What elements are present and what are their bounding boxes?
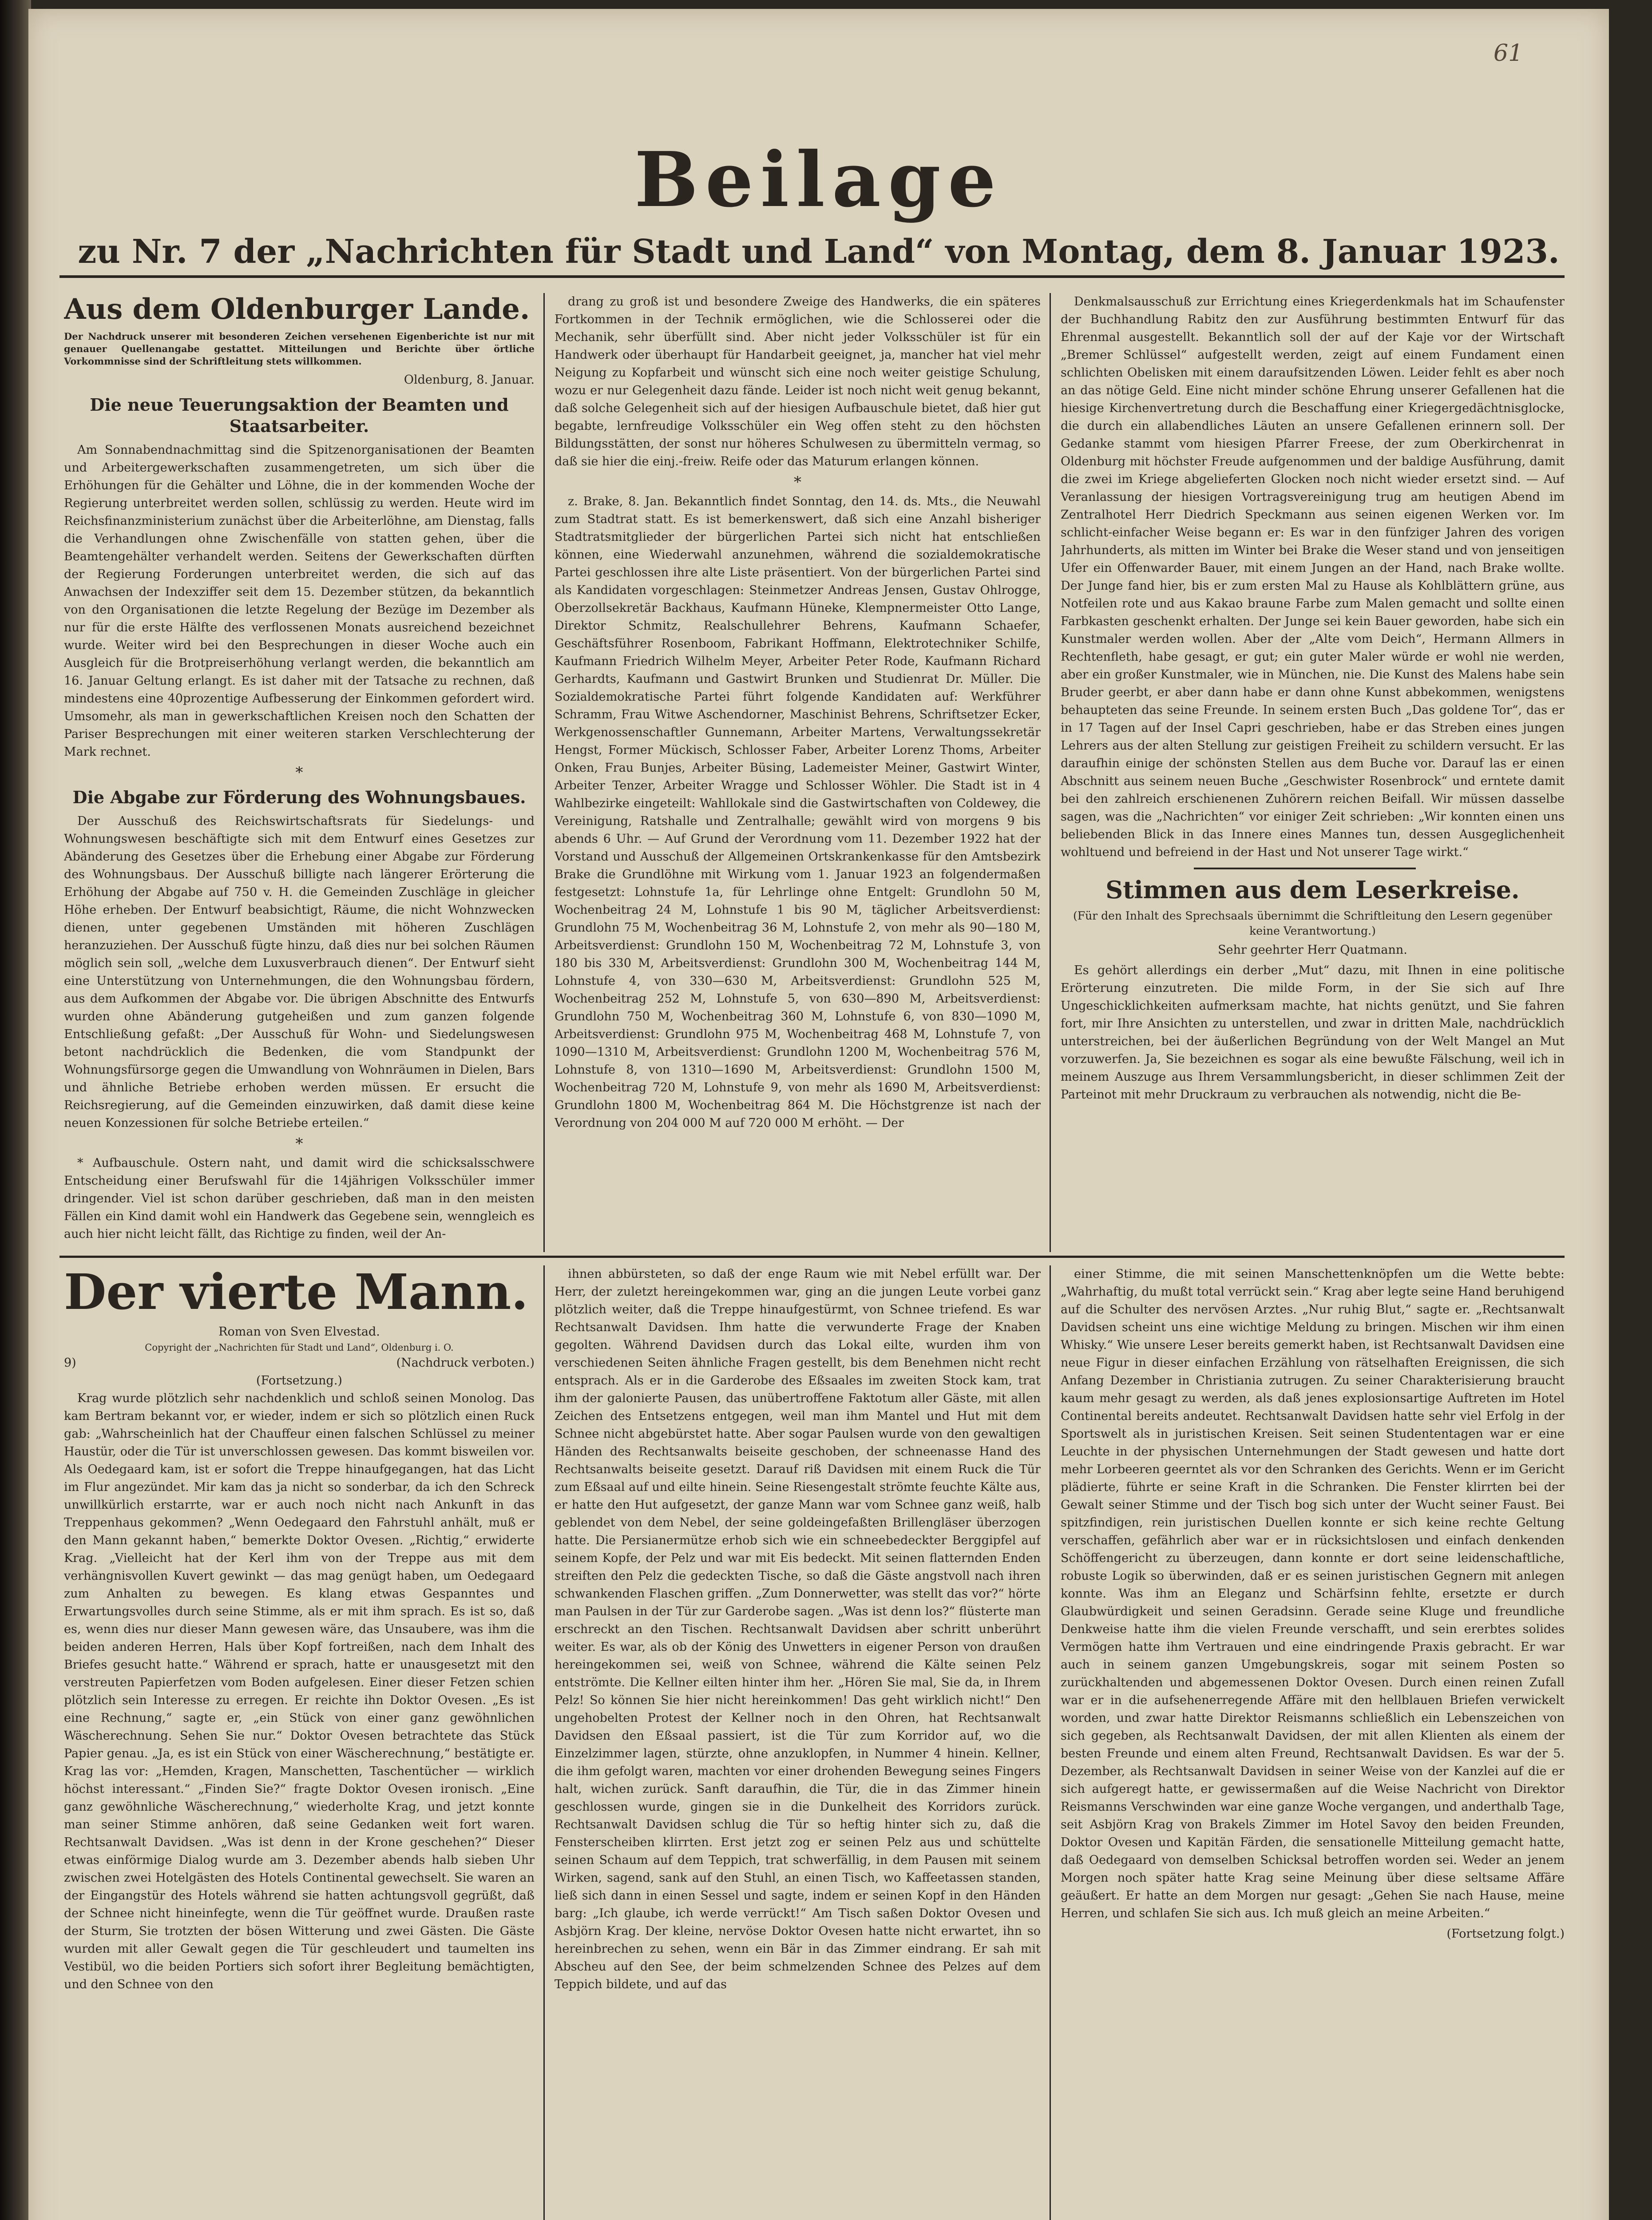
- column-rule-4: [1050, 1265, 1051, 2220]
- editorial-disclaimer: (Für den Inhalt des Sprechsaals übernimmt die Schriftleitung den Lesern gegenüber keine Verantwortung.): [1073, 909, 1552, 937]
- novel-column-3: [1061, 1265, 1565, 2220]
- separator-star: *: [794, 473, 801, 491]
- novel-text-2: ihnen abbürsteten, so daß der enge Raum wie mit Nebel erfüllt war. Der Herr, der zuletzt hereingekommen war, ging an die jungen Leute vorbei ganz plötzlich weiter, daß die Treppe hinaufgestürmt, von Schnee triefend. Es war Rechtsanwalt Davidsen. Ihm hatte die verwunderte Frage der Knaben gegolten. Während Davidsen durch das Lokal eilte, wurden ihm von verschiedenen Seiten ähnliche Fragen gestellt, bis dem Benehmen nicht recht entsprach. Als er in die Garderobe des Eßsaales im zweiten Stock kam, trat ihm der galonierte Pausen, das unübertroffene Faktotum aller Gäste, mit allen Zeichen des Entsetzens entgegen, weil man ihm Mantel und Hut mit dem Schnee nicht abgebürstet hatte. Aber sogar Paulsen wurde von den gewaltigen Händen des Rechtsanwalts beiseite geschoben, der schneenasse Hand des Rechtsanwalts beiseite gesetzt. Darauf riß Davidsen mit einem Ruck die Tür zum Eßsaal auf und eilte hinein. Seine Riesengestalt strömte feuchte Kälte aus, er hatte den Hut aufgesetzt, der ganze Mann war vom Schnee ganz weiß, halb geblendet von dem Nebel, der seine goldeingefaßten Brillengläser überzogen hatte. Die Persianermütze erhob sich wie ein schneebedeckter Berggipfel auf seinem Kopfe, der Pelz und war mit Eis bedeckt. Mit seinen flatternden Enden streiften den Pelz die gedeckten Tische, so daß die Gäste angstvoll nach ihren schwankenden Flaschen griffen. „Zum Donnerwetter, was stellt das vor?“ hörte man Paulsen in der Tür zur Garderobe sagen. „Was ist denn los?“ flüsterte man erschreckt an den Tischen. Rechtsanwalt Davidsen aber schritt unberührt weiter. Es war, als ob der König des Unwetters in eigener Person von draußen hereingekommen sei, weiß von Schnee, während die Kälte seinen Pelz entströmte. Die Kellner eilten hinter ihm her. „Hören Sie mal, Sie da, in Ihrem Pelz! So können Sie hier nicht hereinkommen! Das geht wirklich nicht!“ Den ungehobelten Protest der Kellner noch in den Ohren, hat Rechtsanwalt Davidsen den Eßsaal passiert, ist die Tür zum Korridor auf, wo die Einzelzimmer lagen, stürzte, ohne anzuklopfen, in Nummer 4 hinein. Kellner, die ihm gefolgt waren, machten vor einer drohenden Bewegung seines Fingers halt, wichen zurück. Sanft daraufhin, die Tür, die in das Zimmer hinein geschlossen wurde, gingen sie in die Dunkelheit des Korridors zurück. Rechtsanwalt Davidsen schlug die Tür so heftig hinter sich zu, daß die Fensterscheiben klirrten. Erst jetzt zog er seinen Pelz aus und schüttelte seinen Schaum auf dem Teppich, trat schwerfällig, in dem Pausen mit seinem Wirken, sagend, sank auf den Stuhl, an einen Tisch, wo Kaffeetassen standen, ließ sich dann in einen Sessel und sagte, indem er seinen Kopf in den Händen barg: „Ich glaube, ich werde verrückt!“ Am Tisch saßen Doktor Ovesen und Asbjörn Krag. Der kleine, nervöse Doktor Ovesen hatte nicht erwartet, ihn so hereinbrechen zu sehen, wenn ein Bär in das Zimmer eindrang. Er sah mit Abscheu auf den See, der beim schmelzenden Schnee des Pelzes auf dem Teppich bildete, und auf das: [555, 1267, 1041, 1991]
- novel-title: Der vierte Mann.: [64, 1265, 528, 1320]
- letter-salutation: Sehr geehrter Herr Quatmann.: [1218, 943, 1407, 957]
- article-text-wohnungsbau: Der Ausschuß des Reichswirtschaftsrats für Siedelungs- und Wohnungswesen beschäftigte sich mit dem Entwurf eines Gesetzes zur Abänderung des Gesetzes über die Erhebung einer Abgabe zur Förderung des Wohnungsbaus. Der Ausschuß billigte nach längerer Erörterung die Erhöhung der Abgabe auf 750 v. H. die Gemeinden Zuschläge in gleicher Höhe erheben. Der Entwurf beabsichtigt, Räume, die nicht Wohnzwecken dienen, unter gegebenen Umständen mit höheren Zuschlägen heranzuziehen. Der Ausschuß fügte hinzu, daß dies nur bei solchen Räumen möglich sein soll, „welche dem Luxusverbrauch dienen“. Der Entwurf sieht eine Unterstützung von Unternehmungen, die den Wohnungsbau fördern, aus dem Aufkommen der Abgabe vor. Die übrigen Abschnitte des Entwurfs wurden ohne Abänderung gutgeheißen und zum ganzen folgende Entschließung gefaßt: „Der Ausschuß für Wohn- und Siedelungswesen betont nachdrücklich die Bedenken, die vom Standpunkt der Wohnungsfürsorge gegen die Umwandlung von Wohnräumen in Dielen, Bars und ähnliche Betriebe erhoben werden müssen. Er ersucht die Reichsregierung, auf die Gemeinden einzuwirken, daß damit diese keine neuen Konzessionen für solche Betriebe erteilen.“: [64, 814, 535, 1130]
- to-be-continued: (Fortsetzung folgt.): [1446, 1927, 1565, 1941]
- brake-news-column: [555, 293, 1041, 1248]
- masthead-rule: [59, 275, 1565, 278]
- column-rule-3: [543, 1265, 545, 2220]
- installment-number: 9): [64, 1356, 76, 1370]
- article-heading-wohnungsbau: Die Abgabe zur Förderung des Wohnungsbaues.: [72, 787, 526, 807]
- page-number: 61: [1494, 40, 1523, 67]
- reprint-forbidden: (Nachdruck verboten.): [396, 1356, 535, 1370]
- dateline: Oldenburg, 8. Januar.: [404, 373, 535, 387]
- readers-column: [1061, 293, 1565, 1248]
- separator-star: *: [295, 1135, 303, 1153]
- novel-column-1: [64, 1265, 535, 2220]
- section-heading: Aus dem Oldenburger Lande.: [64, 293, 530, 326]
- article-text-teuerung: Am Sonnabendnachmittag sind die Spitzenorganisationen der Beamten und Arbeitergewerkschaften zusammengetreten, um sich über die Erhöhungen für die Gehälter und Löhne, die in der kommenden Woche der Regierung unterbreitet werden sollen, schlüssig zu werden. Heute wird im Reichsfinanzministerium zunächst über die Arbeiterlöhne, am Dienstag, falls die Verhandlungen ohne Zwischenfälle von statten gehen, über die Beamtengehälter verhandelt werden. Seitens der Gewerkschaften dürften der Regierung Forderungen unterbreitet werden, die sich auf das Anwachsen der Indexziffer seit dem 15. Dezember stützen, da bekanntlich von den Organisationen die letzte Regelung der Bezüge im Dezember als nur für die erste Hälfte des verflossenen Monats ausreichend bezeichnet wurde. Weiter wird bei den Besprechungen in dieser Woche auch ein Ausgleich für die Brotpreiserhöhung verlangt werden, die bekanntlich am 16. Januar Geltung erlangt. Es ist daher mit der Tatsache zu rechnen, daß mindestens eine 40prozentige Aufbesserung der Einkommen gefordert wird. Umsomehr, als man in gewerkschaftlichen Kreisen noch den Schatten der Pariser Besprechungen mit einer weiteren starken Verschlechterung der Mark rechnet.: [64, 443, 535, 759]
- continuation-label: (Fortsetzung.): [256, 1374, 342, 1388]
- novel-text-3: einer Stimme, die mit seinen Manschettenknöpfen um die Wette bebte: „Wahrhaftig, du mußt total verrückt sein.“ Krag aber legte seine Hand beruhigend auf die Schulter des nervösen Arztes. „Nur ruhig Blut,“ sagte er. „Rechtsanwalt Davidsen scheint uns eine wichtige Meldung zu bringen. Mischen wir ihm einen Whisky.“ Wie unsere Leser bereits gemerkt haben, ist Rechtsanwalt Davidsen eine neue Figur in dieser einfachen Erzählung von rätselhaften Ereignissen, die sich Anfang Dezember in Christiania zutrugen. Zu seiner Charakterisierung braucht kaum mehr gesagt zu werden, als daß jenes explosionsartige Auftreten im Hotel Continental bereits andeutet. Rechtsanwalt Davidsen hatte sehr viel Erfolg in der Sportswelt als in juristischen Kreisen. Seit seinen Studententagen war er eine Leuchte in der physischen Unternehmungen der Stadt gewesen und hatte dort mehr Lorbeeren geerntet als vor den Schranken des Gerichts. Wenn er im Gericht plädierte, führte er seine Kraft in die Schranken. Die Fenster klirrten bei der Gewalt seiner Stimme und der Tisch bog sich unter der Wucht seiner Faust. Bei spitzfindigen, rein juristischen Duellen konnte er sich keine rechte Geltung verschaffen, gefährlich aber war er in rücksichtslosen und einfach denkenden Schöffengericht zu überzeugen, dann konnte er dort seine leidenschaftliche, robuste Logik so überwinden, daß er es seinen juristischen Gegnern mit anlegen konnte. Was ihm an Eleganz und Schärfsinn fehlte, ersetzte er durch Glaubwürdigkeit und seinen Geradsinn. Gerade seine Kluge und freundliche Denkweise hatte ihm die vielen Freunde verschafft, und sein ererbtes solides Vermögen hatte ihm Vertrauen und eine eindringende Praxis gebracht. Er war auch in seinem ganzen Umgebungskreis, sogar mit seinem Posten so zurückhaltenden und abgemessenen Doktor Ovesen. Durch einen reinen Zufall war er in die aufsehenerregende Affäre mit den hellblauen Briefen verwickelt worden, und zwar hatte Direktor Reismanns schließlich ein Lebenszeichen von sich gegeben, als Rechtsanwalt Davidsen, der mit allen Klienten als einem der besten Freunde und einem alten Freund, Rechtsanwalt Davidsen. Es war der 5. Dezember, als Rechtsanwalt Davidsen in seiner Weise von der Kanzlei auf die er sich aufgeregt hatte, er gewissermaßen auf die Weise Nachricht von Direktor Reismanns Verschwinden war eine ganze Woche vergangen, und anderthalb Tage, seit Asbjörn Krag von Brakels Zimmer im Hotel Savoy den beiden Freunden, Doktor Ovesen und Kapitän Färden, die sensationelle Mitteilung gemacht hatte, daß Oedegaard von demselben Schicksal betroffen worden sei. Weder an jenem Morgen noch später hatte Krag seine Meinung über diese seltsame Affäre geäußert. Er hatte an dem Morgen nur gesagt: „Gehen Sie nach Hause, meine Herren, und schlafen Sie sich aus. Ich muß gleich an meine Arbeiten.“: [1061, 1267, 1565, 1920]
- novel-text-1: Krag wurde plötzlich sehr nachdenklich und schloß seinen Monolog. Das kam Bertram bekannt vor, er wieder, indem er sich so plötzlich einen Ruck gab: „Wahrscheinlich hat der Chauffeur einen falschen Schlüssel zu meiner Haustür, oder die Tür ist unverschlossen gewesen. Das kommt bisweilen vor. Als Oedegaard kam, ist er sofort die Treppe hinaufgegangen, hat das Licht im Flur angezündet. Mir kam das ja nicht so sonderbar, da ich den Schreck unwillkürlich erstarrte, war er auch noch nicht nach Ankunft in das Treppenhaus gekommen? „Wenn Oedegaard den Fahrstuhl anhält, muß er den Mann gekannt haben,“ bemerkte Doktor Ovesen. „Richtig,“ erwiderte Krag. „Vielleicht hat der Kerl ihm von der Treppe aus mit dem verhängnisvollen Kuvert gewinkt — das mag genügt haben, um Oedegaard zum Anhalten zu bewegen. Es klang etwas Gespanntes und Erwartungsvolles durch seine Stimme, als er mit ihm sprach. Es ist so, daß es, wenn dies nur dieser Mann gewesen wäre, das Unsaubere, was ihm die beiden anderen Herren, Hals über Kopf fortreißen, nach dem Inhalt des Briefes gesucht hatte.“ Während er sprach, hatte er unausgesetzt mit den verstreuten Papierfetzen vom Boden aufgelesen. Einer dieser Fetzen schien plötzlich sein Interesse zu erregen. Er reichte ihn Doktor Ovesen. „Es ist eine Rechnung,“ sagte er, „ein Stück von einer ganz gewöhnlichen Wäscherechnung. Sehen Sie nur.“ Doktor Ovesen betrachtete das Stück Papier genau. „Ja, es ist ein Stück von einer Wäscherechnung,“ bestätigte er. Krag las vor: „Hemden, Kragen, Manschetten, Taschentücher — wirklich höchst interessant.“ „Finden Sie?“ fragte Doktor Ovesen ironisch. „Eine ganz gewöhnliche Wäscherechnung,“ wiederholte Krag, und jetzt konnte man seiner Stimme anhören, daß seine Gedanken weit fort waren. Rechtsanwalt Davidsen. „Was ist denn in der Krone geschehen?“ Dieser etwas einförmige Dialog wurde am 3. Dezember abends halb sieben Uhr zwischen zwei Hotelgästen des Hotels Continental gewechselt. Sie waren an der Eingangstür des Hotels während sie hatten achtungsvoll gegrüßt, daß der Schnee nicht hineinfegte, wenn die Tür geöffnet wurde. Draußen raste der Sturm, Sie trotzten der bösen Witterung und zwei Gästen. Die Gäste wurden mit aller Gewalt gegen die Tür geschleudert und taumelten ins Vestibül, wo die beiden Portiers sich sofort ihrer Begleitung bemächtigten, und den Schnee von den: [64, 1391, 535, 1991]
- reprint-notice: Der Nachdruck unserer mit besonderen Zeichen versehenen Eigenberichte ist nur mit genauer Quellenangabe gestattet. Mitteilungen und Berichte über örtliche Vorkommnisse sind der Schriftleitung stets willkommen.: [64, 331, 535, 367]
- novel-copyright: Copyright der „Nachrichten für Stadt und Land“, Oldenburg i. O.: [145, 1342, 454, 1353]
- masthead-subtitle: zu Nr. 7 der „Nachrichten für Stadt und Land“ von Montag, dem 8. Januar 1923.: [78, 233, 1560, 271]
- column-rule-2: [1050, 293, 1051, 1252]
- article-text-aufbauschule-cont: drang zu groß ist und besondere Zweige des Handwerks, die ein späteres Fortkommen in der Technik ermöglichen, wie die Schlosserei oder die Mechanik, sehr überfüllt sind. Aber nicht jeder Volksschüler ist für ein Handwerk oder überhaupt für Handarbeit geeignet, ja, mancher hat viel mehr Neigung zu Kopfarbeit und wünscht sich eine noch weiter geistige Schulung, wozu er nur Gelegenheit dazu fände. Leider ist noch nicht weit genug bekannt, daß solche Gelegenheit sich auf der hiesigen Aufbauschule bietet, daß hier gut begabte, lernfreudige Volksschüler ein Weg offen steht zu den höchsten Bildungsstätten, der sonst nur höheres Schulwesen zu übermitteln vermag, so daß sie hier die einj.-freiw. Reife oder das Maturum erlangen können.: [555, 295, 1041, 468]
- book-binding: [0, 0, 31, 2220]
- separator-star: *: [295, 764, 303, 781]
- article-heading-teuerung: Die neue Teuerungsaktion der Beamten und Staatsarbeiter.: [90, 395, 509, 436]
- column-rule-1: [543, 293, 545, 1252]
- masthead-title: Beilage: [634, 135, 1003, 224]
- letter-text: Es gehört allerdings ein derber „Mut“ dazu, mit Ihnen in eine politische Erörterung einzutreten. Die milde Form, in der Sie sich auf Ihre Ungeschicklichkeiten aufmerksam machte, hat nichts genützt, und Sie fahren fort, mir Ihre Ansichten zu unterstellen, und zwar in dritten Male, nachdrücklich unterstreichen, bei der äußerlichen Begründung von der Welt Mangel an Mut vorzuwerfen. Ja, Sie bezeichnen es sogar als eine bewußte Fälschung, weil ich in meinem Auszuge aus Ihrem Versammlungsbericht, in dieser schlimmen Zeit der Parteinot mit mehr Druckraum zu verbrauchen als notwendig, nicht die Be-: [1061, 963, 1565, 1102]
- local-news-column: [64, 293, 535, 1248]
- article-text-brake: z. Brake, 8. Jan. Bekanntlich findet Sonntag, den 14. ds. Mts., die Neuwahl zum Stadtrat statt. Es ist bemerkenswert, daß sich eine Anzahl bisheriger Stadtratsmitglieder der bürgerlichen Partei sich nicht hat entschließen können, eine Wiederwahl anzunehmen, während die sozialdemokratische Partei geschlossen ihre alte Liste präsentiert. Von der bürgerlichen Partei sind als Kandidaten vorgeschlagen: Steinmetzer Andreas Jensen, Gustav Ohlrogge, Oberzollsekretär Backhaus, Kaufmann Hüneke, Klempnermeister Otto Lange, Direktor Schmitz, Realschullehrer Behrens, Kaufmann Schaefer, Geschäftsführer Rosenboom, Fabrikant Hoffmann, Elektrotechniker Schilfe, Kaufmann Friedrich Wilhelm Meyer, Arbeiter Peter Rode, Kaufmann Richard Gerhardts, Kaufmann und Gastwirt Brunken und Studienrat Dr. Müller. Die Sozialdemokratische Partei führt folgende Kandidaten auf: Werkführer Schramm, Frau Witwe Aschendorner, Maschinist Behrens, Schriftsetzer Ecker, Werkgenossenschaftler Gunnemann, Arbeiter Martens, Verwaltungssekretär Hengst, Former Mückisch, Schlosser Faber, Arbeiter Lorenz Thoms, Arbeiter Onken, Frau Bunjes, Arbeiter Büsing, Lademeister Meiner, Gastwirt Winter, Arbeiter Tenzer, Arbeiter Wragge und Schlosser Wöhler. Die Stadt ist in 4 Wahlbezirke eingeteilt: Wahllokale sind die Gastwirtschaften von Coldewey, die Vereinigung, Ratshalle und Zentralhalle; gewählt wird von morgens 9 bis abends 6 Uhr. — Auf Grund der Verordnung vom 11. Dezember 1922 hat der Vorstand und Ausschuß der Allgemeinen Ortskrankenkasse für den Amtsbezirk Brake die Grundlöhne mit Wirkung vom 1. Januar 1923 an folgendermaßen festgesetzt: Lohnstufe 1a, für Lehrlinge ohne Entgelt: Grundlohn 50 M, Wochenbeitrag 24 M, Lohnstufe 1 bis 90 M, täglicher Arbeitsverdienst: Grundlohn 75 M, Wochenbeitrag 36 M, Lohnstufe 2, von mehr als 90—180 M, Arbeitsverdienst: Grundlohn 150 M, Wochenbeitrag 72 M, Lohnstufe 3, von 180 bis 330 M, Arbeitsverdienst: Grundlohn 300 M, Wochenbeitrag 144 M, Lohnstufe 4, von 330—630 M, Arbeitsverdienst: Grundlohn 525 M, Wochenbeitrag 252 M, Lohnstufe 5, von 630—890 M, Arbeitsverdienst: Grundlohn 750 M, Wochenbeitrag 360 M, Lohnstufe 6, von 830—1090 M, Arbeitsverdienst: Grundlohn 975 M, Wochenbeitrag 468 M, Lohnstufe 7, von 1090—1310 M, Arbeitsverdienst: Grundlohn 1200 M, Wochenbeitrag 576 M, Lohnstufe 8, von 1310—1690 M, Arbeitsverdienst: Grundlohn 1500 M, Wochenbeitrag 720 M, Lohnstufe 9, von mehr als 1690 M, Arbeitsverdienst: Grundlohn 1800 M, Wochenbeitrag 864 M. Die Höchstgrenze ist nach der Verordnung von 204 000 M auf 720 000 M erhöht. — Der: [555, 495, 1041, 1130]
- newspaper-page: [28, 9, 1609, 2220]
- article-text-denkmal: Denkmalsausschuß zur Errichtung eines Kriegerdenkmals hat im Schaufenster der Buchhandlung Rabitz den zur Ausführung bestimmten Entwurf für das Ehrenmal ausgestellt. Bekanntlich soll der auf der Kaje vor der Wirtschaft „Bremer Schlüssel“ aufgestellt werden, zeigt auf einem Fundament einen schlichten Obelisken mit einem daraufsitzenden Löwen. Leider fehlt es aber noch an das nötige Geld. Eine nicht minder schöne Ehrung unserer Gefallenen hat die hiesige Kirchenvertretung durch die Beschaffung einer Kriegergedächtnisglocke, die durch ein allabendliches Läuten an unsere Gefallenen erinnern soll. Der Gedanke stammt vom hiesigen Pfarrer Freese, der zum Oberkirchenrat in Oldenburg mit höchster Freude aufgenommen und der baldige Ausführung, damit die zwei im Kriege abgelieferten Glocken noch nicht wieder ersetzt sind. — Auf Veranlassung der hiesigen Vortragsvereinigung trug am heutigen Abend im Zentralhotel Herr Diedrich Speckmann aus seinen eigenen Werken vor. Im schlicht-einfacher Weise begann er: Es war in den fünfziger Jahren des vorigen Jahrhunderts, als mitten im Winter bei Brake die Weser stand und von jenseitigen Ufer ein Offenwarder Bauer, mit einem Jungen an der Hand, nach Brake wollte. Der Junge fand hier, bis er zum ersten Mal zu Hause als Kohlblättern grüne, aus Notfeilen rote und aus Kakao braune Farbe zum Malen gemacht und sollte einen Farbkasten geschenkt erhalten. Der Junge sei kein Bauer geworden, habe sich ein Kunstmaler werden wollen. Aber der „Alte vom Deich“, Hermann Allmers in Rechtenfleth, habe gesagt, er gut; ein guter Maler würde er wohl nie werden, aber ein großer Kunstmaler, wie in München, nie. Die Kunst des Malens habe sein Bruder geerbt, er aber dann habe er dann ohne Kunst abbekommen, wenigstens behaupteten das seine Freunde. In seinem ersten Buch „Das goldene Tor“, das er in 17 Tagen auf der Insel Capri geschrieben, habe er das Streben eines jungen Lehrers aus der alten Stellung zur geistigen Freiheit zu schildern versucht. Er las daraufhin einige der schönsten Stellen aus dem Buche vor. Darauf las er einen Abschnitt aus seinem neuen Buche „Geschwister Rosenbrock“ und erntete damit bei den zahlreich erschienenen Zuhörern reichen Beifall. Wir müssen dasselbe sagen, was die „Nachrichten“ vor einiger Zeit schrieben: „Wir konnten einen uns beliebenden Blick in das Innere eines Mannes tun, dessen Ausgeglichenheit wohltuend und befreiend in der Hast und Not unserer Tage wirkt.“: [1061, 295, 1565, 859]
- article-text-aufbauschule: * Aufbauschule. Ostern naht, und damit wird die schicksalsschwere Entscheidung einer Berufswahl für die 14jährigen Volksschüler immer dringender. Viel ist schon darüber geschrieben, daß man in den meisten Fällen ein Kind damit wohl ein Handwerk das Gegebene sein, wenngleich es auch hier nicht leicht fällt, das Richtige zu finden, weil der An-: [64, 1156, 535, 1241]
- novel-byline: Roman von Sven Elvestad.: [218, 1325, 380, 1339]
- readers-heading: Stimmen aus dem Leserkreise.: [1105, 876, 1520, 904]
- short-rule: [1194, 868, 1416, 869]
- novel-column-2: [555, 1265, 1041, 2220]
- section-divider-rule: [59, 1256, 1565, 1258]
